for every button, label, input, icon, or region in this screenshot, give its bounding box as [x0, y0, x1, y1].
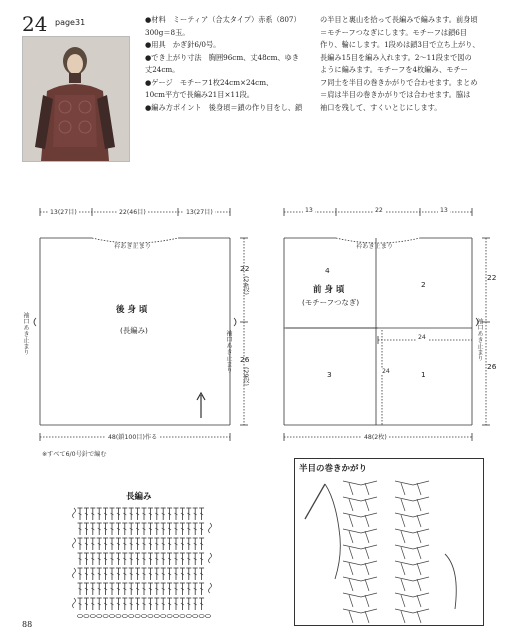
chain-stitch [180, 615, 185, 618]
chain-stitch [129, 615, 134, 618]
chain-stitch [167, 615, 172, 618]
stitch-symbol [90, 598, 95, 610]
stitch-symbol [122, 568, 127, 580]
motif-4: 4 [325, 266, 330, 275]
stitch-symbol [161, 553, 166, 565]
stitch-symbol [148, 598, 153, 610]
stitch-symbol [84, 598, 89, 610]
stitch-symbol [135, 568, 140, 580]
stitch-symbol [103, 508, 108, 520]
whipstitch-loop [343, 561, 377, 565]
whipstitch-loop [343, 609, 377, 613]
inner-vertical-dim: 24 [382, 368, 390, 375]
hook-size-note: ※すべて6/0号針で編む [42, 451, 107, 458]
whipstitch-illustration-box [294, 458, 484, 626]
stitch-chart-title: 長編み [126, 492, 152, 502]
back-piece-title: 後 身 頃 [116, 305, 148, 315]
stitch-symbol [129, 538, 134, 550]
stitch-symbol [142, 583, 147, 595]
stitch-symbol [116, 538, 121, 550]
stitch-symbol [129, 568, 134, 580]
stitch-symbol [116, 508, 121, 520]
stitch-symbol [110, 568, 115, 580]
whipstitch-loop [343, 513, 377, 517]
whipstitch-title: 半目の巻きかがり [299, 464, 368, 474]
stitch-symbol [97, 523, 102, 535]
turning-chain [73, 538, 76, 548]
stitch-symbol [180, 508, 185, 520]
stitch-symbol [193, 538, 198, 550]
stitch-symbol [180, 523, 185, 535]
chain-stitch [173, 615, 178, 618]
stitch-symbol [167, 523, 172, 535]
turning-chain [73, 568, 76, 578]
stitch-symbol [97, 508, 102, 520]
front-top-dim-center: 22 [375, 207, 383, 214]
stitch-symbol [142, 568, 147, 580]
instruction-line: ●ゲージ モチーフ1枚24cm×24cm、 [145, 77, 274, 87]
whipstitch-loop [343, 481, 377, 485]
stitch-symbol [90, 508, 95, 520]
instruction-line: 長編み15目を編み入れます。2～11段まで図の [320, 52, 472, 62]
stitch-symbol [129, 598, 134, 610]
stitch-symbol [97, 568, 102, 580]
stitch-symbol [167, 508, 172, 520]
back-right-top-rows: (24段) [242, 276, 249, 295]
chain-stitch [135, 615, 140, 618]
chain-stitch [154, 615, 159, 618]
stitch-symbol [110, 553, 115, 565]
stitch-symbol [180, 583, 185, 595]
stitch-symbol [110, 538, 115, 550]
stitch-symbol [122, 598, 127, 610]
instruction-line: ように編みます。モチーフを4枚編み、モチー [320, 65, 468, 74]
stitch-symbol [154, 568, 159, 580]
stitch-symbol [90, 523, 95, 535]
chain-stitch [141, 615, 146, 618]
instruction-line: ●材料 ミーティア（合太タイプ）赤系（807） [145, 15, 301, 24]
front-right-cuff-label: 袖口あき止まり [476, 318, 483, 362]
stitch-symbol [84, 583, 89, 595]
stitch-symbol [186, 553, 191, 565]
stitch-symbol [167, 553, 172, 565]
back-top-dim-right: 13(27目) [186, 209, 213, 216]
stitch-symbol [199, 538, 204, 550]
back-bottom-dim: 48(鎖100目)作る [108, 434, 158, 441]
instruction-line: ＝モチーフつなぎにします。モチーフは鎖6目 [320, 27, 468, 37]
stitch-symbol [135, 583, 140, 595]
instruction-line: 作り、輪にします。1段めは鎖3目で立ち上がり、 [320, 40, 480, 49]
turning-chain [209, 553, 212, 563]
stitch-symbol [78, 538, 83, 550]
stitch-symbol [148, 568, 153, 580]
instruction-line: 10cm平方で長編み21目×11段。 [145, 90, 254, 99]
stitch-symbol [174, 598, 179, 610]
stitch-symbol [103, 568, 108, 580]
whipstitch-loop [395, 529, 429, 533]
stitch-symbol [84, 568, 89, 580]
stitch-symbol [154, 508, 159, 520]
stitch-symbol [148, 508, 153, 520]
chain-stitch [77, 615, 82, 618]
stitch-symbol [186, 523, 191, 535]
stitch-symbol [180, 538, 185, 550]
stitch-symbol [154, 538, 159, 550]
front-right-bottom-num: 26 [487, 362, 497, 371]
stitch-symbol [193, 508, 198, 520]
stitch-symbol [122, 508, 127, 520]
stitch-symbol [78, 568, 83, 580]
page-reference: page31 [55, 18, 86, 27]
turning-chain [73, 598, 76, 608]
stitch-symbol [180, 553, 185, 565]
motif-1: 1 [421, 370, 426, 379]
stitch-symbol [174, 523, 179, 535]
stitch-symbol [174, 583, 179, 595]
stitch-symbol [180, 568, 185, 580]
stitch-symbol [199, 553, 204, 565]
stitch-symbol [186, 538, 191, 550]
whipstitch-loop [395, 609, 429, 613]
stitch-symbol [142, 508, 147, 520]
front-piece-subtitle: (モチーフつなぎ) [302, 298, 360, 307]
chain-stitch [148, 615, 153, 618]
stitch-symbol [122, 583, 127, 595]
stitch-symbol [180, 598, 185, 610]
stitch-symbol [84, 508, 89, 520]
chain-stitch [84, 615, 89, 618]
whipstitch-drawing [295, 459, 483, 625]
stitch-symbol [103, 538, 108, 550]
stitch-symbol [161, 538, 166, 550]
stitch-symbol [97, 583, 102, 595]
stitch-symbol [186, 598, 191, 610]
pattern-number: 24 [22, 12, 48, 36]
whipstitch-loop [343, 593, 377, 597]
stitch-symbol [199, 508, 204, 520]
stitch-symbol [97, 538, 102, 550]
stitch-symbol [110, 598, 115, 610]
stitch-symbol [154, 553, 159, 565]
stitch-symbol [161, 583, 166, 595]
page-number: 88 [22, 620, 33, 629]
chain-stitch [97, 615, 102, 618]
stitch-symbol [199, 583, 204, 595]
stitch-symbol [78, 523, 83, 535]
stitch-symbol [135, 598, 140, 610]
back-top-dim-left: 13(27目) [50, 209, 77, 216]
instruction-line: ●用具 かぎ針6/0号。 [145, 40, 221, 49]
whipstitch-loop [395, 497, 429, 501]
stitch-symbol [148, 583, 153, 595]
stitch-symbol [103, 553, 108, 565]
front-right-top-num: 22 [487, 273, 497, 282]
back-neck-label: 衿あき止まり [114, 243, 152, 250]
whipstitch-loop [395, 545, 429, 549]
stitch-symbol [129, 583, 134, 595]
stitch-symbol [161, 598, 166, 610]
whipstitch-loop [395, 593, 429, 597]
stitch-symbol [78, 508, 83, 520]
back-top-dim-center: 22(46目) [119, 209, 146, 216]
stitch-symbol [186, 568, 191, 580]
motif-3: 3 [327, 370, 332, 379]
stitch-symbol [135, 553, 140, 565]
whipstitch-loop [343, 577, 377, 581]
instruction-line: フ同士を半目の巻きかがりで合わせます。まとめ [320, 77, 478, 87]
stitch-symbol [116, 598, 121, 610]
front-top-dim-right: 13 [440, 207, 448, 214]
stitch-symbol [103, 598, 108, 610]
instruction-line: ●でき上がり寸法 胸囲96cm、丈48cm、ゆき [145, 52, 300, 62]
chain-stitch [186, 615, 191, 618]
chain-stitch [193, 615, 198, 618]
stitch-symbol [84, 553, 89, 565]
front-top-dim-left: 13 [305, 207, 313, 214]
stitch-symbol [193, 598, 198, 610]
whipstitch-loop [343, 497, 377, 501]
stitch-symbol [103, 523, 108, 535]
stitch-symbol [103, 583, 108, 595]
stitch-symbol [110, 583, 115, 595]
whipstitch-loop [343, 545, 377, 549]
stitch-symbol [174, 553, 179, 565]
stitch-symbol [116, 523, 121, 535]
stitch-symbol [97, 553, 102, 565]
stitch-symbol [142, 523, 147, 535]
stitch-symbol [116, 583, 121, 595]
stitch-symbol [148, 538, 153, 550]
stitch-symbol [90, 583, 95, 595]
stitch-symbol [78, 598, 83, 610]
chain-stitch [161, 615, 166, 618]
stitch-symbol [167, 583, 172, 595]
stitch-symbol [167, 568, 172, 580]
stitch-symbol [148, 553, 153, 565]
instruction-line: ＝肩は半目の巻きかがりでは合わせます。脇は [320, 90, 471, 99]
stitch-symbol [90, 568, 95, 580]
stitch-symbol [148, 523, 153, 535]
stitch-symbol [135, 523, 140, 535]
stitch-symbol [116, 568, 121, 580]
stitch-symbol [161, 568, 166, 580]
whipstitch-loop [395, 577, 429, 581]
stitch-symbol [97, 598, 102, 610]
stitch-symbol [84, 523, 89, 535]
chain-stitch [90, 615, 95, 618]
stitch-symbol [174, 568, 179, 580]
stitch-symbol [167, 538, 172, 550]
back-right-bottom-rows: (29段) [242, 367, 249, 386]
stitch-symbol [129, 553, 134, 565]
stitch-symbol [122, 538, 127, 550]
whipstitch-loop [395, 513, 429, 517]
back-right-top-num: 22 [240, 264, 250, 273]
stitch-symbol [78, 583, 83, 595]
stitch-symbol [122, 553, 127, 565]
chain-stitch [122, 615, 127, 618]
stitch-symbol [142, 598, 147, 610]
chain-stitch [109, 615, 114, 618]
stitch-symbol [193, 568, 198, 580]
instruction-line: 丈24cm。 [145, 65, 180, 74]
stitch-symbol [193, 583, 198, 595]
stitch-symbol [154, 598, 159, 610]
back-left-cuff-label: 袖口あき止まり [22, 312, 29, 356]
stitch-symbol [90, 538, 95, 550]
stitch-symbol [199, 568, 204, 580]
stitch-symbol [193, 523, 198, 535]
turning-chain [209, 583, 212, 593]
front-piece-title: 前 身 頃 [313, 285, 345, 295]
stitch-symbol [154, 523, 159, 535]
chain-stitch [116, 615, 121, 618]
inner-horizontal-dim: 24 [418, 334, 426, 341]
stitch-symbol [174, 538, 179, 550]
motif-2: 2 [421, 280, 426, 289]
stitch-symbol [110, 508, 115, 520]
chain-stitch [205, 615, 210, 618]
stitch-symbol [84, 538, 89, 550]
back-right-bottom-num: 26 [240, 355, 250, 364]
whipstitch-loop [395, 561, 429, 565]
stitch-symbol [161, 508, 166, 520]
instruction-line: ●編み方ポイント 後身頃＝鎖の作り目をし、鎖 [145, 102, 303, 112]
whipstitch-loop [343, 529, 377, 533]
front-bottom-dim: 48(2枚) [364, 434, 387, 441]
front-neck-label: 衿あき止まり [356, 243, 394, 250]
stitch-symbol [186, 508, 191, 520]
stitch-symbol [142, 538, 147, 550]
stitch-symbol [78, 553, 83, 565]
chain-stitch [103, 615, 108, 618]
stitch-symbol [154, 583, 159, 595]
stitch-symbol [167, 598, 172, 610]
stitch-symbol [142, 553, 147, 565]
stitch-symbol [129, 508, 134, 520]
stitch-symbol [186, 583, 191, 595]
stitch-symbol [116, 553, 121, 565]
instruction-line: 袖口を残して、すくいとじにします。 [320, 102, 442, 112]
stitch-symbol [174, 508, 179, 520]
stitch-symbol [122, 523, 127, 535]
stitch-symbol [161, 523, 166, 535]
stitch-symbol [129, 523, 134, 535]
instruction-line: 300g＝8玉。 [145, 27, 190, 37]
stitch-symbol [135, 508, 140, 520]
chain-stitch [199, 615, 204, 618]
back-piece-subtitle: (長編み) [120, 326, 148, 335]
stitch-symbol [193, 553, 198, 565]
stitch-symbol [135, 538, 140, 550]
turning-chain [209, 523, 212, 533]
stitch-symbol [199, 598, 204, 610]
turning-chain [73, 508, 76, 518]
whipstitch-loop [395, 481, 429, 485]
stitch-symbol [199, 523, 204, 535]
stitch-symbol [90, 553, 95, 565]
stitch-symbol [110, 523, 115, 535]
instruction-line: の半目と裏山を拾って長編みで編みます。前身頃 [320, 15, 478, 24]
back-right-cuff-label: 袖口あき止まり [225, 330, 232, 374]
